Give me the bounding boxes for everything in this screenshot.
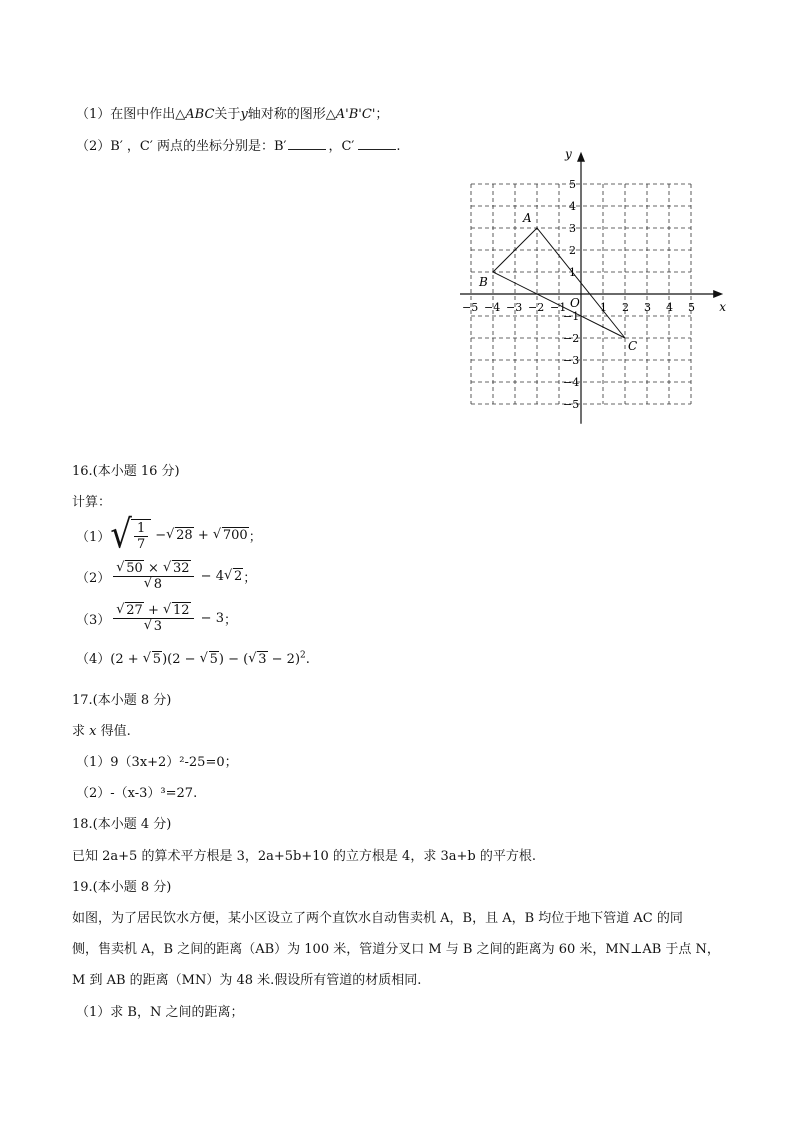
- x-tick-label: 3: [644, 301, 651, 314]
- point-label-b: B: [479, 275, 488, 289]
- q16-part2: （2） √ 50 × √ 32 √ 8 − 4 √ 2 ；: [76, 556, 256, 596]
- x-tick-label: −4: [484, 301, 501, 314]
- q16-part4: （4）(2 + √ 5)(2 − √ 5) − (√ 3 − 2)$^2$.: [76, 648, 310, 667]
- origin-label: O: [570, 296, 580, 310]
- point-label-c: C: [628, 339, 638, 353]
- y-tick-label: 1: [569, 266, 576, 279]
- x-tick-label: 4: [666, 301, 673, 314]
- q16-heading: 16.(本小题 16 分): [72, 464, 180, 479]
- x-tick-label: −1: [550, 301, 567, 314]
- q19-text-line3: M 到 AB 的距离（MN）为 48 米.假设所有管道的材质相同.: [72, 973, 422, 988]
- x-tick-label: 1: [600, 301, 607, 314]
- x-tick-label: −3: [506, 301, 523, 314]
- y-axis-arrow: [577, 152, 585, 162]
- q15-part2: （2）B′ ，C′ 两点的坐标分别是：B′ ，C′ .: [76, 139, 401, 154]
- q17-intro: 求 x 得值.: [72, 724, 131, 739]
- y-tick-label: −3: [563, 354, 580, 367]
- y-tick-label: −2: [563, 332, 580, 345]
- x-tick-label: −2: [528, 301, 545, 314]
- q17-heading: 17.(本小题 8 分): [72, 693, 172, 708]
- y-tick-label: −4: [563, 376, 580, 389]
- q17-part1: （1）9（3x+2）²-25=0；: [76, 755, 238, 770]
- coordinate-graph: [450, 146, 740, 430]
- q17-part2: （2）-（x-3）³=27.: [76, 786, 198, 801]
- x-axis-arrow: [713, 290, 723, 298]
- y-tick-label: 5: [569, 178, 576, 191]
- q19-part1: （1）求 B，N 之间的距离；: [76, 1005, 244, 1020]
- x-tick-label: −5: [462, 301, 479, 314]
- x-tick-label: 2: [622, 301, 629, 314]
- q18-text: 已知 2a+5 的算术平方根是 3，2a+5b+10 的立方根是 4，求 3a+b 的平方根.: [72, 849, 536, 864]
- point-label-a: A: [523, 211, 532, 225]
- x-tick-label: 5: [688, 301, 695, 314]
- q19-text-line1: 如图，为了居民饮水方便，某小区设立了两个直饮水自动售卖机 A，B，且 A，B 均位于地下管道 AC 的同: [72, 911, 683, 926]
- q18-heading: 18.(本小题 4 分): [72, 817, 172, 832]
- q16-part1: （1） √ $\frac{1}{7}$ − √ 28 + √ 700 ；: [76, 515, 262, 555]
- q19-text-line2: 侧，售卖机 A，B 之间的距离（AB）为 100 米，管道分叉口 M 与 B 之间的距离为 60 米，MN⊥AB 于点 N，: [72, 942, 720, 957]
- q16-part3: （3） √ 27 + √ 12 √ 3 − 3 ；: [76, 598, 237, 638]
- y-tick-label: −1: [563, 310, 580, 323]
- y-tick-label: 2: [569, 244, 576, 257]
- y-tick-label: 4: [569, 200, 576, 213]
- y-tick-label: 3: [569, 222, 576, 235]
- q15-part1: （1）在图中作出△ABC关于y轴对称的图形△A'B'C'；: [76, 107, 389, 122]
- y-axis-label: y: [565, 146, 572, 161]
- answer-blank-b[interactable]: [288, 138, 326, 150]
- q16-intro: 计算：: [72, 495, 112, 510]
- y-tick-label: −5: [563, 398, 580, 411]
- q19-heading: 19.(本小题 8 分): [72, 880, 172, 895]
- x-axis-label: x: [719, 300, 726, 314]
- answer-blank-c[interactable]: [358, 138, 396, 150]
